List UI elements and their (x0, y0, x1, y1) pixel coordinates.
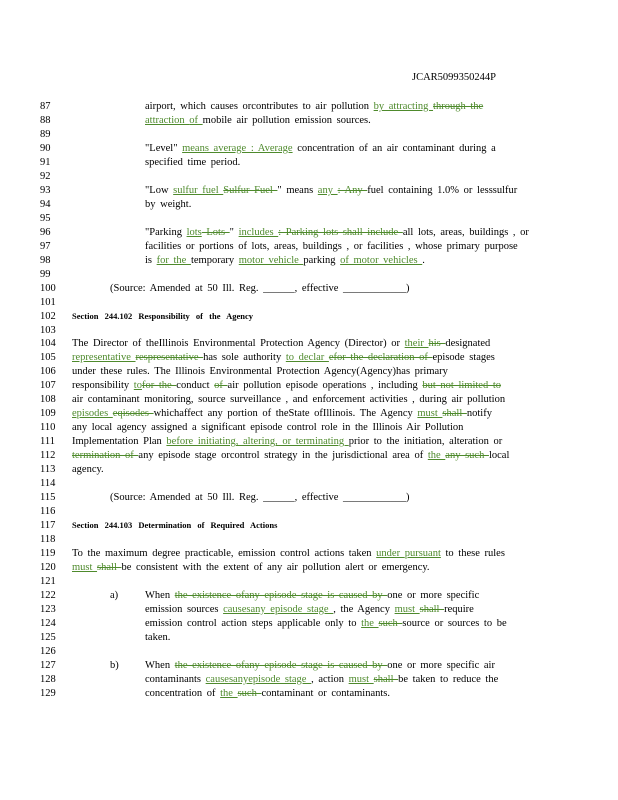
document-line (0, 505, 618, 518)
document-line (0, 337, 618, 350)
inserted-text: must (72, 562, 98, 573)
inserted-text: causesanyepisode stage (205, 673, 312, 685)
line-number: 104 (40, 338, 56, 350)
document-line (0, 407, 618, 420)
text-segment: Section 244.103 Determination of Required Actions (72, 520, 278, 531)
inserted-text: of motor vehicles (340, 254, 423, 266)
text-segment: source or sources to be (402, 617, 507, 629)
line-number: 115 (40, 492, 56, 504)
line-text (145, 100, 483, 113)
line-text (145, 617, 507, 630)
text-segment: emission sources (145, 603, 224, 615)
line-number: 89 (40, 128, 51, 140)
line-number: 88 (40, 114, 51, 126)
inserted-text: the (427, 450, 446, 462)
document-line (0, 631, 618, 644)
text-segment: , action (311, 673, 349, 685)
document-line (0, 268, 618, 281)
line-number: 110 (40, 422, 56, 434)
document-line (0, 519, 618, 532)
document-line (0, 100, 618, 113)
line-text (145, 589, 479, 602)
text-segment: contaminants (145, 673, 206, 685)
document-line (0, 421, 618, 434)
document-line (0, 477, 618, 490)
line-number: 94 (40, 198, 51, 210)
line-number: 129 (40, 687, 56, 699)
line-number: 113 (40, 464, 56, 476)
line-number: 91 (40, 156, 51, 168)
inserted-text: attraction (145, 114, 190, 126)
line-number: 87 (40, 101, 51, 112)
deleted-text: Sulfur Fuel (223, 184, 278, 196)
text-segment: one or more specific air (387, 659, 495, 671)
line-number: 117 (40, 520, 56, 532)
line-number: 122 (40, 589, 56, 601)
deleted-text: the existence ofany episode stage is caused by (174, 659, 388, 671)
inserted-text: pursuant (404, 548, 441, 560)
text-segment: all lots, areas, buildings , or (402, 226, 529, 238)
document-line (0, 561, 618, 574)
text-segment: temporary (190, 254, 239, 266)
line-text (72, 561, 430, 574)
deleted-text: efor the declaration of (328, 352, 433, 364)
text-segment: local (488, 450, 510, 462)
text-segment: Section 244.102 Responsibility of the Agency (72, 310, 254, 321)
line-number: 114 (40, 478, 56, 490)
line-number: 103 (40, 324, 56, 336)
document-line (0, 240, 618, 253)
line-number: 100 (40, 282, 56, 294)
text-segment: has sole authority (203, 352, 286, 364)
document-line (0, 687, 618, 700)
line-text (110, 491, 410, 504)
document-line (0, 170, 618, 183)
document-line (0, 114, 618, 127)
line-number: 116 (40, 506, 56, 518)
line-text (145, 603, 474, 616)
text-segment: by weight. (145, 198, 192, 210)
document-line (0, 324, 618, 337)
deleted-text: of (214, 380, 228, 392)
line-text (145, 631, 170, 644)
deleted-text: shall (442, 408, 467, 420)
text-segment: When (145, 659, 175, 671)
text-segment: (Source: Amended at 50 Ill. Reg. ______, effective ____________) (110, 492, 410, 504)
text-segment: (Source: Amended at 50 Ill. Reg. ______, effective ____________) (110, 282, 410, 294)
text-segment: "Low (145, 184, 174, 196)
line-number: 126 (40, 645, 56, 657)
document-line (0, 547, 618, 560)
line-number: 112 (40, 450, 56, 462)
text-segment: specified time period. (145, 156, 241, 168)
text-segment: taken. (145, 631, 171, 643)
section-heading (72, 519, 277, 532)
line-text (145, 114, 371, 127)
deleted-text: shall (419, 603, 445, 615)
inserted-text: before initiating, altering, or terminating (166, 436, 349, 448)
text-segment: " (229, 226, 239, 238)
inserted-text: lots (186, 226, 202, 238)
line-text (72, 463, 104, 476)
inserted-text: for the (156, 254, 191, 266)
line-text (72, 547, 505, 560)
deleted-text: Lots (201, 226, 230, 238)
line-number: 102 (40, 310, 56, 322)
inserted-text: their (404, 338, 429, 350)
text-segment: " means (277, 184, 318, 196)
line-number: 119 (40, 548, 56, 560)
line-number: 92 (40, 170, 51, 182)
line-number: 90 (40, 142, 51, 154)
text-segment: "Parking (145, 226, 187, 238)
text-segment: conduct (176, 380, 215, 392)
document-line (0, 673, 618, 686)
text-segment: require (444, 603, 474, 615)
line-text (145, 142, 496, 155)
deleted-text: but not limited to (422, 380, 502, 392)
document-line (0, 254, 618, 267)
text-segment: air pollution episode operations , including (227, 380, 423, 392)
line-text (72, 421, 463, 434)
text-segment: designated (445, 338, 491, 350)
line-number: 105 (40, 352, 56, 364)
document-line (0, 589, 618, 602)
deleted-text: such (378, 617, 403, 629)
line-text (72, 435, 502, 448)
text-segment: emission control action steps applicable only to (145, 617, 362, 629)
section-heading (72, 310, 253, 323)
document-line (0, 533, 618, 546)
deleted-text: for the (141, 380, 177, 392)
line-number: 106 (40, 366, 56, 378)
line-text (145, 226, 529, 239)
inserted-text: of (189, 114, 203, 126)
inserted-text: episodes (72, 408, 113, 420)
inserted-text: sulfur fuel (173, 184, 224, 196)
line-number: 96 (40, 226, 51, 238)
text-segment: facilities or portions of lots, areas, buildings , or facilities , whose primary purpose (145, 240, 518, 252)
deleted-text: through the (433, 101, 484, 112)
inserted-text: includes (238, 226, 279, 238)
line-text (72, 449, 509, 462)
line-number: 98 (40, 254, 51, 266)
line-number: 125 (40, 631, 56, 643)
line-number: 97 (40, 240, 51, 252)
document-line (0, 365, 618, 378)
text-segment: . (422, 254, 425, 266)
text-segment: The Director of theIllinois Environmental Protection Agency (Director) or (72, 338, 405, 350)
inserted-text: to declar (285, 352, 329, 364)
line-text (145, 240, 518, 253)
text-segment: notify (466, 408, 492, 420)
inserted-text: means average : Average (182, 142, 293, 154)
line-number: 107 (40, 380, 56, 392)
document-line (0, 617, 618, 630)
line-number: 101 (40, 296, 56, 308)
line-text (72, 351, 495, 364)
inserted-text: must (417, 408, 443, 420)
line-number: 95 (40, 212, 51, 224)
text-segment: contaminant or contaminants. (261, 687, 390, 699)
document-line (0, 142, 618, 155)
document-line (0, 449, 618, 462)
inserted-text: any (317, 184, 338, 196)
line-number: 128 (40, 673, 56, 685)
inserted-text: representative (72, 352, 136, 364)
text-segment: airport, which causes orcontributes to air pollution (145, 101, 374, 112)
line-number: 121 (40, 575, 56, 587)
document-id: JCAR5099350244P (412, 72, 497, 83)
document-line (0, 156, 618, 169)
text-segment: Implementation Plan (72, 436, 167, 448)
document-line (0, 184, 618, 197)
line-text (145, 687, 390, 700)
line-text (145, 673, 498, 686)
text-segment: whichaffect any portion of theState ofIllinois. The Agency (153, 408, 418, 420)
document-line (0, 351, 618, 364)
text-segment: "Level" (145, 142, 183, 154)
deleted-text: : Any (337, 184, 368, 196)
line-text (110, 282, 410, 295)
text-segment: any local agency assigned a significant episode control role in the Illinois Air Pollution (72, 422, 464, 434)
text-segment: responsibility (72, 380, 134, 392)
line-number: 120 (40, 562, 56, 573)
deleted-text: eqisodes (112, 408, 154, 420)
inserted-text: causesany (223, 603, 271, 615)
text-segment: parking (303, 254, 341, 266)
line-text (72, 407, 492, 420)
document-line (0, 659, 618, 672)
document-line (0, 393, 618, 406)
line-number: 124 (40, 617, 56, 629)
line-text (145, 659, 495, 672)
deleted-text: his (428, 338, 446, 350)
line-text (72, 393, 505, 406)
inserted-text: motor vehicle (238, 254, 304, 266)
text-segment: agency. (72, 464, 104, 476)
line-number: 99 (40, 268, 51, 280)
text-segment: one or more specific (387, 589, 480, 601)
line-text (72, 365, 448, 378)
text-segment: concentration of (145, 687, 221, 699)
line-number: 123 (40, 603, 56, 615)
line-number: 108 (40, 394, 56, 406)
text-segment: When (145, 589, 175, 601)
document-line (0, 575, 618, 588)
line-text (145, 198, 191, 211)
deleted-text: termination of (72, 450, 139, 462)
inserted-text: under (376, 548, 405, 560)
deleted-text: : Parking lots shall include (278, 226, 403, 238)
document-line (0, 645, 618, 658)
text-segment: be taken to reduce the (398, 673, 499, 685)
line-text (72, 337, 490, 350)
document-line (0, 603, 618, 616)
deleted-text: any such (445, 450, 489, 462)
text-segment: concentration of an air contaminant during a (292, 142, 496, 154)
document-line (0, 198, 618, 211)
document-line (0, 463, 618, 476)
inserted-text: by attracting (373, 101, 434, 112)
text-segment: to these rules (440, 548, 505, 560)
deleted-text: shall (373, 673, 399, 685)
inserted-text: the (361, 617, 379, 629)
subsection-label: a) (110, 589, 119, 601)
subsection-label: b) (110, 659, 119, 671)
inserted-text: the (220, 687, 238, 699)
document-line (0, 435, 618, 448)
line-number: 93 (40, 184, 51, 196)
document-line (0, 296, 618, 309)
line-number: 118 (40, 534, 56, 546)
text-segment: prior to the initiation, alteration or (348, 436, 503, 448)
document-line (0, 226, 618, 239)
text-segment: be consistent with the extent of any air pollution alert or emergency. (121, 562, 430, 573)
inserted-text: episode stage (270, 603, 334, 615)
deleted-text: respresentative (135, 352, 204, 364)
text-segment: fuel containing 1.0% or lesssulfur (367, 184, 518, 196)
text-segment: any episode stage orcontrol strategy in the jurisdictional area of (138, 450, 428, 462)
text-segment: mobile air pollution emission sources. (202, 114, 371, 126)
line-text (72, 379, 501, 392)
document-line (0, 379, 618, 392)
line-number: 109 (40, 408, 56, 420)
text-segment: is (145, 254, 157, 266)
document-line (0, 128, 618, 141)
inserted-text: must (348, 673, 374, 685)
inserted-text: to (133, 380, 142, 392)
line-text (145, 184, 517, 197)
document-line (0, 491, 618, 504)
line-number: 111 (40, 436, 55, 448)
text-segment: episode stages (432, 352, 495, 364)
document-line (0, 310, 618, 323)
text-segment: , the Agency (333, 603, 395, 615)
text-segment: To the maximum degree practicable, emission control actions taken (72, 548, 377, 560)
text-segment: under these rules. The Illinois Environmental Protection Agency(Agency)has primary (72, 366, 448, 378)
document-line (0, 282, 618, 295)
deleted-text: shall (97, 562, 122, 573)
deleted-text: the existence ofany episode stage is caused by (174, 589, 388, 601)
line-number: 127 (40, 659, 56, 671)
document-line (0, 212, 618, 225)
text-segment: air contaminant monitoring, source surveillance , and enforcement activities , during air pollution (72, 394, 506, 406)
inserted-text: must (394, 603, 420, 615)
line-text (145, 156, 240, 169)
deleted-text: such (237, 687, 262, 699)
line-text (145, 254, 425, 267)
